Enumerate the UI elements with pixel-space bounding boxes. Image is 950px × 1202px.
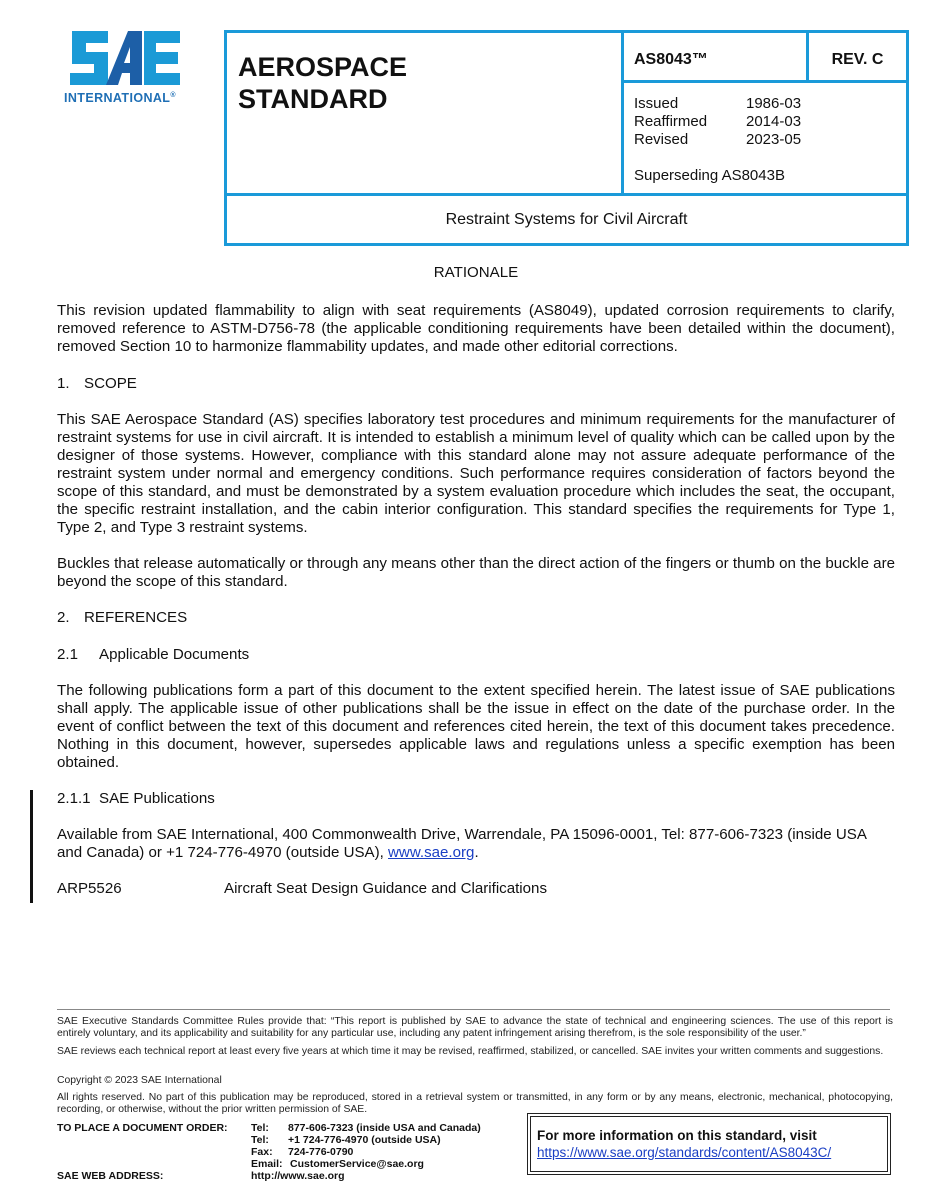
contact-key: Tel:	[251, 1122, 269, 1134]
section-number: 2.	[57, 609, 70, 626]
scope-paragraph-1: This SAE Aerospace Standard (AS) specifies laboratory test procedures and minimum requirements for the manufacturer of restraint systems for use in civil aircraft. It is intended to establish a minimum level of quality which can be called upon by the designer of those systems. However, compliance with this standard alone may not assure adequate performance of the restraint system under normal and emergency conditions. Such performance requires consideration of factors beyond the scope of this standard, and must be demonstrated by a system evaluation procedure which includes the seat, the occupant, the specific restraint installation, and the cabin interior configuration. This standard specifies the requirements for Type 1, Type 2, and Type 3 restraint systems.	[57, 411, 895, 536]
superseding-note: Superseding AS8043B	[634, 167, 785, 184]
contact-key: Email:	[251, 1158, 283, 1170]
order-label: TO PLACE A DOCUMENT ORDER:	[57, 1122, 228, 1134]
date-row-revised	[634, 131, 801, 149]
sae-website-link[interactable]: www.sae.org	[388, 844, 475, 861]
date-row-issued	[634, 95, 801, 113]
sae-international-logo	[64, 27, 190, 107]
rationale-text: This revision updated flammability to align with seat requirements (AS8049), updated corrosion requirements to clarify, removed reference to ASTM-D756-78 (the applicable conditioning requirements have been detailed within the document), removed Section 10 to harmonize flammability updates, and made other editorial corrections.	[57, 302, 895, 355]
rights-text: All rights reserved. No part of this publication may be reproduced, stored in a retrieval system or transmitted, in any form or by any means, electronic, mechanical, photocopying, recording, or otherwise, without the prior written permission of SAE.	[57, 1092, 893, 1116]
date-value: 2014-03	[746, 113, 802, 130]
scope-paragraph-2: Buckles that release automatically or through any means other than the direct action of the fingers or thumb on the buckle are beyond the scope of this standard.	[57, 555, 895, 590]
document-title: Restraint Systems for Civil Aircraft	[445, 211, 688, 228]
revision-change-bar	[30, 790, 33, 903]
sae-publications-heading	[57, 790, 895, 808]
doc-type-line-1: AEROSPACE	[238, 52, 408, 82]
date-list	[634, 95, 801, 149]
section-heading: SCOPE	[84, 375, 137, 392]
doc-type-cell	[227, 33, 624, 193]
web-address-value: http://www.sae.org	[251, 1170, 345, 1182]
review-policy-text: SAE reviews each technical report at least every five years at which time it may be revised, reaffirmed, stabilized, or cancelled. SAE invites your written comments and suggestions.	[57, 1046, 884, 1057]
contact-key: Fax:	[251, 1146, 273, 1158]
revision-cell	[809, 33, 906, 83]
contact-key: Tel:	[251, 1134, 269, 1146]
section-heading: Applicable Documents	[99, 646, 250, 663]
doc-type-line-2: STANDARD	[238, 84, 388, 114]
title-cell	[227, 193, 906, 243]
availability-text: Available from SAE International, 400 Commonwealth Drive, Warrendale, PA 15096-0001, Tel: 877-606-7323 (inside USA and Canada) or +1 724-776-4970 (outside USA),	[57, 826, 867, 861]
section-number: 1.	[57, 375, 70, 392]
doc-type	[238, 51, 407, 115]
sae-publications-text	[57, 826, 895, 862]
logo-subtitle-text: INTERNATIONAL	[64, 91, 171, 105]
section-number: 2.1	[57, 646, 78, 663]
date-value: 2023-05	[746, 131, 802, 148]
applicable-docs-heading	[57, 646, 895, 664]
footer-divider	[57, 1009, 890, 1010]
document-header-table	[224, 30, 909, 246]
revision-label: REV. C	[831, 51, 884, 68]
committee-rules-text: SAE Executive Standards Committee Rules provide that: “This report is published by SAE to advance the state of technical and engineering sciences. The use of this report is entirely voluntary, and its applicability and suitability for any particular use, including any patent infringement arising therefrom, is the sole responsibility of the user.”	[57, 1016, 893, 1040]
doc-number: AS8043™	[634, 51, 708, 68]
section-number: 2.1.1	[57, 790, 91, 807]
reference-title: Aircraft Seat Design Guidance and Clarifications	[224, 880, 547, 897]
rationale-heading: RATIONALE	[433, 264, 519, 281]
more-info-content	[537, 1127, 831, 1161]
date-value: 1986-03	[746, 95, 802, 112]
more-info-heading: For more information on this standard, visit	[537, 1128, 817, 1143]
logo-subtitle	[64, 91, 190, 105]
contact-value: +1 724-776-4970 (outside USA)	[288, 1134, 441, 1146]
date-label: Issued	[634, 95, 679, 112]
doc-number-cell	[624, 33, 809, 83]
standard-page-link[interactable]: https://www.sae.org/standards/content/AS8043C/	[537, 1145, 832, 1160]
reference-id: ARP5526	[57, 880, 122, 897]
contact-value: 724-776-0790	[288, 1146, 354, 1158]
date-label: Revised	[634, 131, 689, 148]
more-info-box	[527, 1113, 891, 1175]
applicable-docs-text: The following publications form a part of this document to the extent specified herein. The latest issue of SAE publications shall apply. The applicable issue of other publications shall be the issue in effect on the date of the purchase order. In the event of conflict between the text of this document and references cited herein, the text of this document takes precedence. Nothing in this document, however, supersedes applicable laws and regulations unless a specific exemption has been obtained.	[57, 682, 895, 771]
contact-value: 877-606-7323 (inside USA and Canada)	[288, 1122, 481, 1134]
dates-cell	[624, 83, 906, 193]
sae-logo-mark-icon	[68, 27, 182, 89]
availability-text-end: .	[474, 844, 479, 861]
registered-mark: ®	[170, 91, 176, 99]
date-row-reaffirmed	[634, 113, 801, 131]
section-heading: SAE Publications	[99, 790, 215, 807]
contact-value: CustomerService@sae.org	[290, 1158, 424, 1170]
references-heading	[57, 609, 895, 627]
scope-heading	[57, 375, 895, 393]
web-address-label: SAE WEB ADDRESS:	[57, 1170, 164, 1182]
copyright-text: Copyright © 2023 SAE International	[57, 1075, 222, 1086]
date-label: Reaffirmed	[634, 113, 708, 130]
section-heading: REFERENCES	[84, 609, 188, 626]
